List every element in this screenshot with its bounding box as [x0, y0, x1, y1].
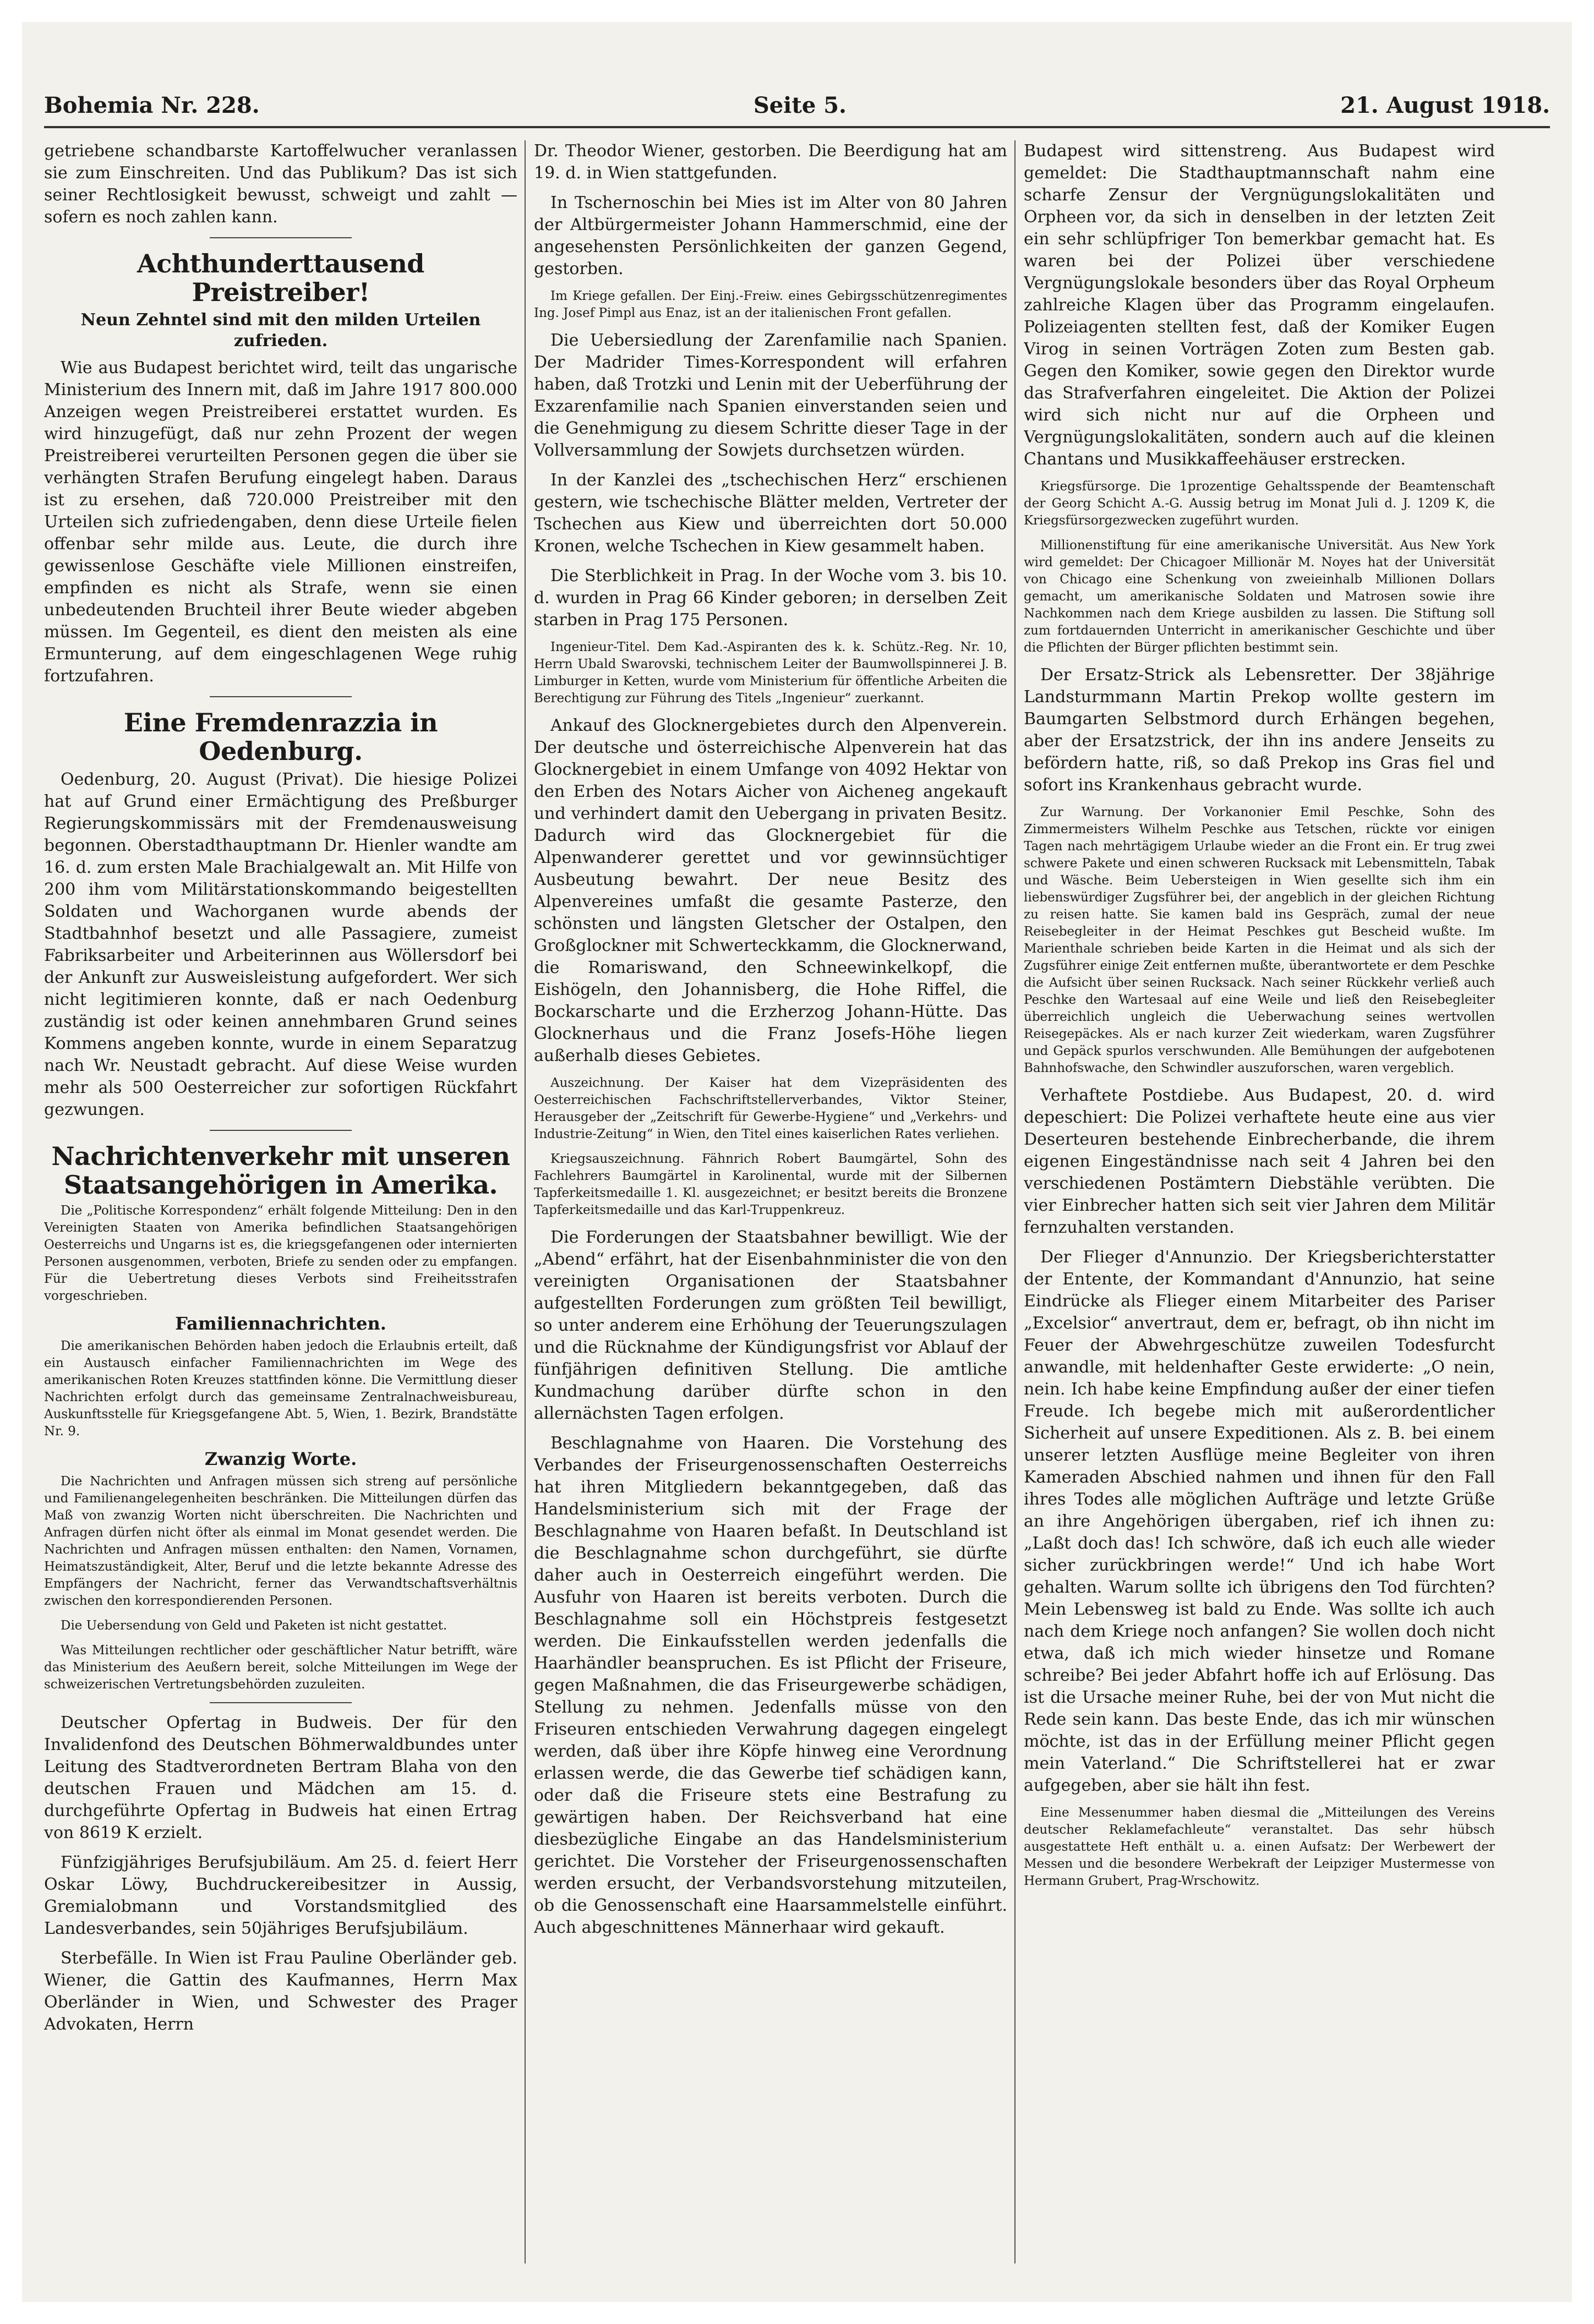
column-3	[1024, 140, 1495, 2263]
page-number: Seite 5.	[753, 92, 847, 118]
column-2	[534, 140, 1007, 2263]
paragraph: Verhaftete Postdiebe. Aus Budapest, 20. d. wird depeschiert: Die Polizei verhaftete heute eine aus vier Deserteuren bestehende Einbrecherbande, die ihrem eigenen Eingeständnisse nach seit 4 Jahren bei den verschiedenen Postämtern Diebstähle verübten. Die vier Einbrecher hatten sich seit vier Jahren dem Militär fernzuhalten verstanden.	[1024, 1086, 1495, 1237]
issue-date: 21. August 1918.	[1340, 92, 1550, 118]
section-subhead: Zwanzig Worte.	[204, 1448, 357, 1469]
paragraph: Die Uebersiedlung der Zarenfamilie nach Spanien. Der Madrider Times-Korrespondent will erfahren haben, daß Trotzki und Lenin mit der Ueberführung der Exzarenfamilie nach Spanien einverstanden seien und die Genehmigung zu diesem Schritte dieser Tage in der Vollversammlung der Sowjets durchsetzen würden.	[534, 331, 1007, 460]
paragraph: Auszeichnung. Der Kaiser hat dem Vizepräsidenten des Oesterreichischen Fachschriftstellerverbandes, Viktor Steiner, Herausgeber der „Zeitschrift für Gewerbe-Hygiene“ und „Verkehrs- und Industrie-Zeitung“ in Wien, den Titel eines kaiserlichen Rates verliehen.	[534, 1076, 1007, 1141]
paragraph: Beschlagnahme von Haaren. Die Vorstehung des Verbandes der Friseurgenossenschaften Oesterreichs hat ihren Mitgliedern bekanntgegeben, daß das Handelsministerium sich mit der Frage der Beschlagnahme von Haaren befaßt. In Deutschland ist die Beschlagnahme schon durchgeführt, sie dürfte daher auch in Oesterreich eingeführt werden. Die Ausfuhr von Haaren ist bereits verboten. Durch die Beschlagnahme soll ein Höchstpreis festgesetzt werden. Die Einkaufsstellen werden jedenfalls die Haarhändler beanspruchen. Es ist Pflicht der Friseure, gegen Maßnahmen, die das Friseurgewerbe schädigen, Stellung zu nehmen. Jedenfalls müsse von den Friseuren entschieden Verwahrung dagegen eingelegt werden, daß über ihre Köpfe hinweg eine Verordnung erlassen werde, die das Gewerbe tief schädigen kann, oder daß die Friseure stets eine Bestrafung zu gewärtigen haben. Der Reichsverband hat eine diesbezügliche Eingabe an das Handelsministerium gerichtet. Die Vorsteher der Friseurgenossenschaften werden ersucht, der Verbandsvorstehung mitzuteilen, ob die Genossenschaft eine Haarsammelstelle einführt. Auch abgeschnittenes Männerhaar wird gekauft.	[534, 1434, 1007, 1937]
article-subheadline: Neun Zehntel sind mit den milden Urteilen zufrieden.	[80, 310, 481, 351]
paragraph: Der Flieger d'Annunzio. Der Kriegsberichterstatter der Entente, der Kommandant d'Annunzio, hat seine Eindrücke als Flieger einem Mitarbeiter des Pariser „Excelsior“ anvertraut, dem er, befragt, ob ihn nicht im Feuer der Abwehrgeschütze zuweilen Todesfurcht anwandle, mit heldenhafter Geste erwiderte: „O nein, nein. Ich habe keine Empfindung außer der einer tiefen Freude. Ich begebe mich mit außerordentlicher Sicherheit auf unsere Expeditionen. Als z. B. bei einem unserer letzten Ausflüge meine Begleiter von ihren Kameraden Abschied nahmen und ihnen für den Fall ihres Todes alle möglichen Aufträge und letzte Grüße an ihre Angehörigen übergaben, rief ich ihnen zu: „Laßt doch das! Ich schwöre, daß ich euch alle wieder sicher zurückbringen werde!“ Und ich habe Wort gehalten. Warum sollte ich übrigens den Tod fürchten? Mein Lebensweg ist bald zu Ende. Was sollte ich auch nach dem Kriege noch anfangen? Sie wollen doch nicht etwa, daß ich mich wieder hinsetze und Romane schreibe? Bei jeder Abfahrt hoffe ich auf Erlösung. Das ist die Ursache meiner Ruhe, bei der von Mut nicht die Rede sein kann. Das beste Ende, das ich mir wünschen möchte, ist das in der Erfüllung meiner Pflicht gegen mein Vaterland.“ Die Schriftstellerei hat er zwar aufgegeben, aber sie hält ihn fest.	[1024, 1248, 1495, 1795]
newspaper-page	[22, 22, 1572, 2302]
paragraph: getriebene schandbarste Kartoffelwucher veranlassen sie zum Einschreiten. Und das Publikum? Das ist sich seiner Rechtlosigkeit bewusst, schweigt und zahlt — sofern es noch zahlen kann.	[44, 141, 517, 227]
paragraph: Kriegsfürsorge. Die 1prozentige Gehaltsspende der Beamtenschaft der Georg Schicht A.-G. Aussig betrug im Monat Juli d. J. 1209 K, die Kriegsfürsorgezwecken zugeführt wurden.	[1024, 479, 1495, 528]
paragraph: Zur Warnung. Der Vorkanonier Emil Peschke, Sohn des Zimmermeisters Wilhelm Peschke aus Tetschen, rückte vor einigen Tagen nach mehrtägigem Urlaube wieder an die Front ein. Er trug zwei schwere Pakete und einen schweren Rucksack mit Lebensmitteln, Tabak und Wäsche. Beim Uebersteigen in Wien gesellte sich ihm ein liebenswürdiger Zugsführer bei, der angeblich in der gleichen Richtung zu reisen hatte. Sie kamen bald ins Gespräch, zumal der neue Reisebegleiter in der Heimat Peschkes gut Bescheid wußte. Im Marienthale schrieben beide Karten in die Heimat und als sich der Zugsführer einige Zeit entfernen mußte, überantwortete er dem Peschke die Aufsicht über seinen Rucksack. Nach seiner Rückkehr verließ auch Peschke den Wartesaal auf eine Weile und ließ den Reisebegleiter überreichlich ungleich die Ueberwachung seines wertvollen Reisegepäckes. Als er nach kurzer Zeit wiederkam, waren Zugsführer und Gepäck spurlos verschwunden. Alle Bemühungen der aufgebotenen Bahnhofswache, den Schwindler auszuforschen, waren vergeblich.	[1024, 805, 1495, 1075]
article-columns	[44, 140, 1550, 2263]
divider	[210, 1702, 352, 1703]
paragraph: Oedenburg, 20. August (Privat). Die hiesige Polizei hat auf Grund einer Ermächtigung des Preßburger Regierungskommissärs mit der Fremdenausweisung begonnen. Oberstadthauptmann Dr. Hienler wandte am 16. d. zum ersten Male Brachialgewalt an. Mit Hilfe von 200 ihm vom Militärstationskommando beigestellten Soldaten und Wachorganen wurde abends der Stadtbahnhof besetzt und alle Passagiere, zumeist Fabriksarbeiter und Arbeiterinnen aus Wöllersdorf bei der Ankunft zur Ausweisleistung aufgefordert. Wer sich nicht legitimieren konnte, daß er nach Oedenburg zuständig ist oder keinen annehmbaren Grund seines Kommens angeben konnte, wurde in einem Separatzug nach Wr. Neustadt gebracht. Auf diese Weise wurden mehr als 500 Oesterreicher zur sofortigen Rückfahrt gezwungen.	[44, 770, 517, 1119]
paragraph: Dr. Theodor Wiener, gestorben. Die Beerdigung hat am 19. d. in Wien stattgefunden.	[534, 141, 1007, 183]
column-1	[44, 140, 517, 2263]
paragraph: Die Nachrichten und Anfragen müssen sich streng auf persönliche und Familienangelegenheiten beschränken. Die Mitteilungen dürfen das Maß von zwanzig Worten nicht überschreiten. Die Nachrichten und Anfragen dürfen nicht öfter als einmal im Monat gesendet werden. Die Nachrichten und Anfragen müssen enthalten: den Namen, Vornamen, Heimatszuständigkeit, Alter, Beruf und die letzte bekannte Adresse des Empfängers der Nachricht, ferner das Verwandtschaftsverhältnis zwischen den korrespondierenden Personen.	[44, 1474, 517, 1608]
paragraph: In der Kanzlei des „tschechischen Herz“ erschienen gestern, wie tschechische Blätter melden, Vertreter der Tschechen aus Kiew und überreichten dort 50.000 Kronen, welche Tschechen in Kiew gesammelt haben.	[534, 471, 1007, 556]
paragraph: Ingenieur-Titel. Dem Kad.-Aspiranten des k. k. Schütz.-Reg. Nr. 10, Herrn Ubald Swarovski, technischem Leiter der Baumwollspinnerei J. B. Limburger in Ketten, wurde vom Ministerium für öffentliche Arbeiten die Berechtigung zur Führung des Titels „Ingenieur“ zuerkannt.	[534, 640, 1007, 706]
paragraph: Was Mitteilungen rechtlicher oder geschäftlicher Natur betrifft, wäre das Ministerium des Aeußern bereit, solche Mitteilungen im Wege der schweizerischen Vertretungsbehörden zuzuleiten.	[44, 1643, 517, 1692]
divider	[210, 696, 352, 697]
paragraph: Sterbefälle. In Wien ist Frau Pauline Oberländer geb. Wiener, die Gattin des Kaufmannes, Herrn Max Oberländer in Wien, und Schwester des Prager Advokaten, Herrn	[44, 1949, 517, 2034]
masthead-issue: Bohemia Nr. 228.	[44, 92, 260, 118]
divider	[210, 1130, 352, 1131]
paragraph: Im Kriege gefallen. Der Einj.-Freiw. eines Gebirgsschützenregimentes Ing. Josef Pimpl aus Enaz, ist an der italienischen Front gefallen.	[534, 289, 1007, 320]
paragraph: Die Forderungen der Staatsbahner bewilligt. Wie der „Abend“ erfährt, hat der Eisenbahnminister die von den vereinigten Organisationen der Staatsbahner aufgestellten Forderungen zum größten Teil bewilligt, so unter anderem eine Erhöhung der Teuerungszulagen und die Rücknahme der Kündigungsfrist vor Ablauf der fünfjährigen definitiven Stellung. Die amtliche Kundmachung darüber dürfte schon in den allernächsten Tagen erfolgen.	[534, 1228, 1007, 1423]
paragraph: Kriegsauszeichnung. Fähnrich Robert Baumgärtel, Sohn des Fachlehrers Baumgärtel in Karolinental, wurde mit der Silbernen Tapferkeitsmedaille 1. Kl. ausgezeichnet; er besitzt bereits die Bronzene Tapferkeitsmedaille und das Karl-Truppenkreuz.	[534, 1152, 1007, 1217]
paragraph: In Tschernoschin bei Mies ist im Alter von 80 Jahren der Altbürgermeister Johann Hammerschmid, eine der angesehensten Persönlichkeiten der ganzen Gegend, gestorben.	[534, 193, 1007, 278]
article-headline: Nachrichtenverkehr mit unseren Staatsangehörigen in Amerika.	[51, 1141, 510, 1200]
paragraph: Die „Politische Korrespondenz“ erhält folgende Mitteilung: Den in den Vereinigten Staaten von Amerika befindlichen Staatsangehörigen Oesterreichs und Ungarns ist es, die kriegsgefangenen oder internierten Personen ausgenommen, verboten, Briefe zu senden oder zu empfangen. Für die Uebertretung dieses Verbots sind Freiheitsstrafen vorgeschrieben.	[44, 1204, 517, 1303]
paragraph: Deutscher Opfertag in Budweis. Der für den Invalidenfond des Deutschen Böhmerwaldbundes unter Leitung des Stadtverordneten Bertram Blaha von den deutschen Frauen und Mädchen am 15. d. durchgeführte Opfertag in Budweis hat einen Ertrag von 8619 K erzielt.	[44, 1713, 517, 1842]
paragraph: Budapest wird sittenstreng. Aus Budapest wird gemeldet: Die Stadthauptmannschaft nahm eine scharfe Zensur der Vergnügungslokalitäten und Orpheen vor, da sich in denselben in der letzten Zeit ein sehr schlüpfriger Ton bemerkbar gemacht hat. Es waren bei der Polizei über verschiedene Vergnügungslokale besonders über das Royal Orpheum zahlreiche Klagen über das Programm eingelaufen. Polizeiagenten stellten fest, daß der Komiker Eugen Virog in seinen Vorträgen Zoten zum Besten gab. Gegen den Komiker, sowie gegen den Direktor wurde das Strafverfahren eingeleitet. Die Aktion der Polizei wird sich nicht nur auf die Orpheen und Vergnügungslokalitäten, sondern auch auf die kleinen Chantans und Musikkaffeehäuser erstrecken.	[1024, 141, 1495, 469]
column-rule	[1014, 140, 1016, 2263]
article-headline: Achthunderttausend Preistreiber!	[137, 249, 424, 307]
paragraph: Ankauf des Glocknergebietes durch den Alpenverein. Der deutsche und österreichische Alpenverein hat das Glocknergebiet in einem Umfange von 4092 Hektar von den Erben des Notars Aicher von Aicheneg angekauft und verhindert damit den Uebergang in privaten Besitz. Dadurch wird das Glocknergebiet für die Alpenwanderer gerettet und vor gewinnsüchtiger Ausbeutung bewahrt. Der neue Besitz des Alpenvereines umfaßt die gesamte Pasterze, den schönsten und längsten Gletscher der Ostalpen, den Großglockner mit Schwerteckkamm, die Glocknerwand, die Romariswand, den Schneewinkelkopf, die Eishögeln, den Johannisberg, die Hohe Riffel, die Bockarscharte und die Erzherzog Johann-Hütte. Das Glocknerhaus und die Franz Josefs-Höhe liegen außerhalb dieses Gebietes.	[534, 716, 1007, 1065]
paragraph: Eine Messenummer haben diesmal die „Mitteilungen des Vereins deutscher Reklamefachleute“ veranstaltet. Das sehr hübsch ausgestattete Heft enthält u. a. einen Aufsatz: Der Werbewert der Messen und die besondere Werbekraft der Leipziger Mustermesse von Hermann Grubert, Prag-Wrschowitz.	[1024, 1806, 1495, 1888]
paragraph: Wie aus Budapest berichtet wird, teilt das ungarische Ministerium des Innern mit, daß im Jahre 1917 800.000 Anzeigen wegen Preistreiberei erstattet wurden. Es wird hinzugefügt, daß nur zehn Prozent der wegen Preistreiberei verurteilten Personen gegen die über sie verhängten Strafen Berufung eingelegt haben. Daraus ist zu ersehen, daß 720.000 Preistreiber mit den Urteilen sich zufriedengaben, denn diese Urteile fielen offenbar sehr milde aus. Leute, die durch ihre gewissenlose Geschäfte viele Millionen einstreifen, empfinden es nicht als Strafe, wenn sie einen unbedeutenden Bruchteil ihrer Beute wieder abgeben müssen. Im Gegenteil, es dient den meisten als eine Ermunterung, auf dem eingeschlagenen Wege ruhig fortzufahren.	[44, 358, 517, 686]
paragraph: Millionenstiftung für eine amerikanische Universität. Aus New York wird gemeldet: Der Chicagoer Millionär M. Noyes hat der Universität von Chicago eine Schenkung von zweieinhalb Millionen Dollars gemacht, um amerikanische Soldaten und Matrosen sowie ihre Nachkommen nach dem Kriege ausbilden zu lassen. Die Stiftung soll zum fortdauernden Unterricht in amerikanischer Geschichte und über die Pflichten der Bürger pflichten bestimmt sein.	[1024, 538, 1495, 655]
paragraph: Der Ersatz-Strick als Lebensretter. Der 38jährige Landsturmmann Martin Prekop wollte gestern im Baumgarten Selbstmord durch Erhängen begehen, aber der Ersatzstrick, der ihn ins andere Jenseits zu befördern hatte, riß, so daß Prekop ins Gras fiel und sofort ins Krankenhaus gebracht wurde.	[1024, 665, 1495, 795]
section-subhead: Familiennachrichten.	[175, 1313, 386, 1334]
paragraph: Die Sterblichkeit in Prag. In der Woche vom 3. bis 10. d. wurden in Prag 66 Kinder geboren; in derselben Zeit starben in Prag 175 Personen.	[534, 566, 1007, 630]
article-headline: Eine Fremdenrazzia in Oedenburg.	[123, 708, 438, 766]
column-rule	[525, 140, 526, 2263]
page-header	[44, 80, 1550, 128]
paragraph: Fünfzigjähriges Berufsjubiläum. Am 25. d. feiert Herr Oskar Löwy, Buchdruckereibesitzer in Aussig, Gremialobmann und Vorstandsmitglied des Landesverbandes, sein 50jähriges Berufsjubiläum.	[44, 1853, 517, 1938]
paragraph: Die Uebersendung von Geld und Paketen ist nicht gestattet.	[61, 1618, 447, 1633]
paragraph: Die amerikanischen Behörden haben jedoch die Erlaubnis erteilt, daß ein Austausch einfacher Familiennachrichten im Wege des amerikanischen Roten Kreuzes stattfinden könne. Die Vermittlung dieser Nachrichten erfolgt durch das gemeinsame Zentralnachweisbureau, Auskunftsstelle für Kriegsgefangene Abt. 5, Wien, 1. Bezirk, Brandstätte Nr. 9.	[44, 1339, 517, 1439]
divider	[210, 237, 352, 238]
